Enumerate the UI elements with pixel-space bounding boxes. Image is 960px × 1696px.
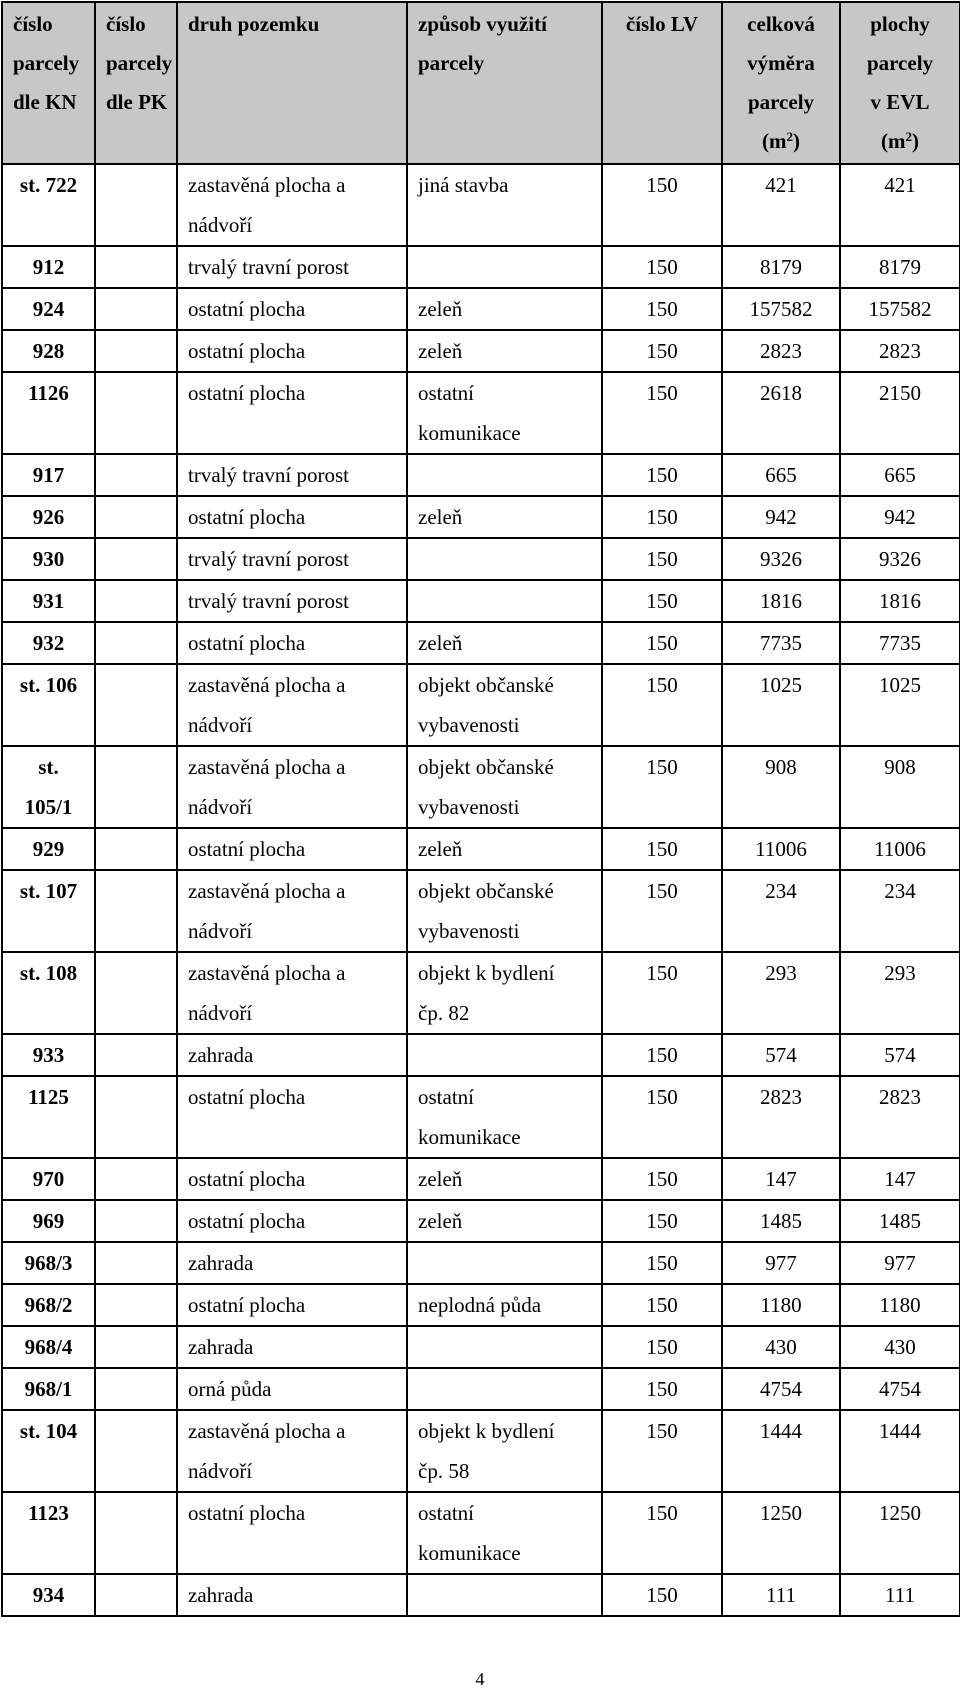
cell-cislo-lv: 150 <box>602 164 722 246</box>
cell-druh-pozemku: trvalý travní porost <box>177 246 407 288</box>
cell-cislo-pk <box>95 1368 177 1410</box>
cell-zpusob-vyuziti: zeleň <box>407 1158 602 1200</box>
cell-druh-pozemku: ostatní plocha <box>177 1492 407 1574</box>
cell-druh-pozemku: trvalý travní porost <box>177 538 407 580</box>
cell-zpusob-vyuziti: objekt k bydlení čp. 82 <box>407 952 602 1034</box>
cell-plochy-evl: 942 <box>840 496 960 538</box>
header-cislo-pk: číslo parcely dle PK <box>95 2 177 164</box>
cell-cislo-pk <box>95 746 177 828</box>
cell-plochy-evl: 157582 <box>840 288 960 330</box>
cell-cislo-lv: 150 <box>602 1284 722 1326</box>
cell-celkova-vymera: 1180 <box>722 1284 840 1326</box>
cell-druh-pozemku: ostatní plocha <box>177 1200 407 1242</box>
cell-druh-pozemku: ostatní plocha <box>177 372 407 454</box>
page-number: 4 <box>475 1669 485 1689</box>
cell-zpusob-vyuziti <box>407 1574 602 1616</box>
cell-cislo-kn: 1123 <box>2 1492 95 1574</box>
cell-celkova-vymera: 1444 <box>722 1410 840 1492</box>
cell-cislo-kn: 968/3 <box>2 1242 95 1284</box>
cell-cislo-lv: 150 <box>602 496 722 538</box>
cell-druh-pozemku: zahrada <box>177 1574 407 1616</box>
cell-zpusob-vyuziti <box>407 246 602 288</box>
cell-cislo-pk <box>95 288 177 330</box>
cell-plochy-evl: 1485 <box>840 1200 960 1242</box>
table-row <box>2 746 960 828</box>
cell-plochy-evl: 234 <box>840 870 960 952</box>
cell-druh-pozemku: ostatní plocha <box>177 828 407 870</box>
table-row <box>2 164 960 246</box>
cell-celkova-vymera: 147 <box>722 1158 840 1200</box>
cell-zpusob-vyuziti: zeleň <box>407 330 602 372</box>
cell-druh-pozemku: ostatní plocha <box>177 496 407 538</box>
table-row <box>2 288 960 330</box>
cell-cislo-lv: 150 <box>602 1326 722 1368</box>
cell-zpusob-vyuziti <box>407 580 602 622</box>
cell-plochy-evl: 293 <box>840 952 960 1034</box>
cell-cislo-kn: 970 <box>2 1158 95 1200</box>
cell-celkova-vymera: 665 <box>722 454 840 496</box>
cell-cislo-lv: 150 <box>602 1574 722 1616</box>
cell-celkova-vymera: 1816 <box>722 580 840 622</box>
cell-cislo-kn: st. 107 <box>2 870 95 952</box>
cell-plochy-evl: 4754 <box>840 1368 960 1410</box>
header-zpusob-vyuziti: způsob využití parcely <box>407 2 602 164</box>
cell-zpusob-vyuziti: ostatní komunikace <box>407 1076 602 1158</box>
cell-celkova-vymera: 111 <box>722 1574 840 1616</box>
cell-zpusob-vyuziti: ostatní komunikace <box>407 1492 602 1574</box>
cell-celkova-vymera: 430 <box>722 1326 840 1368</box>
table-row <box>2 870 960 952</box>
cell-cislo-kn: 926 <box>2 496 95 538</box>
cell-cislo-kn: 1126 <box>2 372 95 454</box>
cell-cislo-kn: st. 108 <box>2 952 95 1034</box>
cell-celkova-vymera: 1025 <box>722 664 840 746</box>
table-row <box>2 496 960 538</box>
cell-plochy-evl: 1180 <box>840 1284 960 1326</box>
cell-plochy-evl: 9326 <box>840 538 960 580</box>
cell-zpusob-vyuziti: ostatní komunikace <box>407 372 602 454</box>
cell-cislo-pk <box>95 1326 177 1368</box>
cell-celkova-vymera: 977 <box>722 1242 840 1284</box>
cell-zpusob-vyuziti: objekt k bydlení čp. 58 <box>407 1410 602 1492</box>
cell-cislo-kn: 932 <box>2 622 95 664</box>
cell-cislo-lv: 150 <box>602 454 722 496</box>
cell-cislo-lv: 150 <box>602 538 722 580</box>
cell-plochy-evl: 908 <box>840 746 960 828</box>
cell-cislo-pk <box>95 496 177 538</box>
table-row <box>2 1034 960 1076</box>
cell-druh-pozemku: zastavěná plocha a nádvoří <box>177 952 407 1034</box>
cell-cislo-kn: 968/2 <box>2 1284 95 1326</box>
cell-cislo-pk <box>95 1574 177 1616</box>
cell-zpusob-vyuziti <box>407 538 602 580</box>
cell-plochy-evl: 1816 <box>840 580 960 622</box>
cell-celkova-vymera: 2823 <box>722 330 840 372</box>
cell-cislo-pk <box>95 330 177 372</box>
cell-zpusob-vyuziti <box>407 454 602 496</box>
cell-cislo-pk <box>95 1410 177 1492</box>
cell-zpusob-vyuziti <box>407 1326 602 1368</box>
cell-cislo-pk <box>95 538 177 580</box>
cell-druh-pozemku: trvalý travní porost <box>177 454 407 496</box>
cell-celkova-vymera: 157582 <box>722 288 840 330</box>
cell-druh-pozemku: zastavěná plocha a nádvoří <box>177 164 407 246</box>
table-row <box>2 1410 960 1492</box>
cell-plochy-evl: 421 <box>840 164 960 246</box>
cell-cislo-kn: st. 722 <box>2 164 95 246</box>
cell-cislo-pk <box>95 622 177 664</box>
cell-cislo-kn: 968/1 <box>2 1368 95 1410</box>
cell-zpusob-vyuziti <box>407 1242 602 1284</box>
cell-druh-pozemku: ostatní plocha <box>177 1076 407 1158</box>
cell-druh-pozemku: zahrada <box>177 1326 407 1368</box>
cell-plochy-evl: 111 <box>840 1574 960 1616</box>
cell-druh-pozemku: zastavěná plocha a nádvoří <box>177 746 407 828</box>
cell-cislo-lv: 150 <box>602 870 722 952</box>
cell-zpusob-vyuziti: objekt občanské vybavenosti <box>407 746 602 828</box>
cell-celkova-vymera: 8179 <box>722 246 840 288</box>
cell-zpusob-vyuziti <box>407 1368 602 1410</box>
cell-cislo-lv: 150 <box>602 246 722 288</box>
table-row <box>2 952 960 1034</box>
cell-druh-pozemku: zastavěná plocha a nádvoří <box>177 664 407 746</box>
header-celkova-vymera: celková výměra parcely $(m^2)$ <box>722 2 840 164</box>
table-row <box>2 1242 960 1284</box>
cell-cislo-pk <box>95 580 177 622</box>
cell-cislo-kn: st. 105/1 <box>2 746 95 828</box>
header-druh-pozemku: druh pozemku <box>177 2 407 164</box>
cell-cislo-kn: 933 <box>2 1034 95 1076</box>
cell-druh-pozemku: zahrada <box>177 1242 407 1284</box>
cell-plochy-evl: 11006 <box>840 828 960 870</box>
cell-zpusob-vyuziti: neplodná půda <box>407 1284 602 1326</box>
cell-cislo-pk <box>95 164 177 246</box>
cell-cislo-lv: 150 <box>602 372 722 454</box>
cell-cislo-pk <box>95 454 177 496</box>
cell-cislo-kn: 928 <box>2 330 95 372</box>
cell-cislo-kn: 929 <box>2 828 95 870</box>
table-row <box>2 580 960 622</box>
cell-cislo-kn: 931 <box>2 580 95 622</box>
cell-plochy-evl: 665 <box>840 454 960 496</box>
cell-plochy-evl: 574 <box>840 1034 960 1076</box>
table-row <box>2 1574 960 1616</box>
table-row <box>2 1076 960 1158</box>
cell-druh-pozemku: ostatní plocha <box>177 1158 407 1200</box>
cell-plochy-evl: 2823 <box>840 330 960 372</box>
cell-druh-pozemku: ostatní plocha <box>177 622 407 664</box>
cell-druh-pozemku: ostatní plocha <box>177 288 407 330</box>
cell-zpusob-vyuziti: jiná stavba <box>407 164 602 246</box>
cell-zpusob-vyuziti: zeleň <box>407 288 602 330</box>
cell-druh-pozemku: trvalý travní porost <box>177 580 407 622</box>
table-row <box>2 1200 960 1242</box>
cell-zpusob-vyuziti: zeleň <box>407 828 602 870</box>
cell-zpusob-vyuziti: zeleň <box>407 622 602 664</box>
table-row <box>2 828 960 870</box>
cell-cislo-pk <box>95 1158 177 1200</box>
table-row <box>2 454 960 496</box>
cell-plochy-evl: 2823 <box>840 1076 960 1158</box>
table-row <box>2 1368 960 1410</box>
cell-cislo-kn: 934 <box>2 1574 95 1616</box>
cell-celkova-vymera: 293 <box>722 952 840 1034</box>
cell-cislo-kn: 924 <box>2 288 95 330</box>
table-row <box>2 664 960 746</box>
cell-cislo-lv: 150 <box>602 1492 722 1574</box>
table-row <box>2 330 960 372</box>
table-row <box>2 246 960 288</box>
cell-druh-pozemku: zastavěná plocha a nádvoří <box>177 870 407 952</box>
cell-cislo-lv: 150 <box>602 1200 722 1242</box>
cell-zpusob-vyuziti: objekt občanské vybavenosti <box>407 870 602 952</box>
cell-cislo-lv: 150 <box>602 1368 722 1410</box>
cell-plochy-evl: 1250 <box>840 1492 960 1574</box>
cell-celkova-vymera: 2618 <box>722 372 840 454</box>
table-row <box>2 622 960 664</box>
cell-celkova-vymera: 908 <box>722 746 840 828</box>
cell-plochy-evl: 1444 <box>840 1410 960 1492</box>
cell-cislo-lv: 150 <box>602 828 722 870</box>
table-row <box>2 372 960 454</box>
table-row <box>2 1326 960 1368</box>
cell-druh-pozemku: orná půda <box>177 1368 407 1410</box>
cell-druh-pozemku: zastavěná plocha a nádvoří <box>177 1410 407 1492</box>
cell-plochy-evl: 7735 <box>840 622 960 664</box>
cell-cislo-kn: 917 <box>2 454 95 496</box>
cell-cislo-lv: 150 <box>602 664 722 746</box>
cell-cislo-pk <box>95 664 177 746</box>
cell-cislo-lv: 150 <box>602 746 722 828</box>
cell-cislo-pk <box>95 1284 177 1326</box>
cell-cislo-pk <box>95 1076 177 1158</box>
cell-cislo-pk <box>95 828 177 870</box>
cell-plochy-evl: 430 <box>840 1326 960 1368</box>
cell-cislo-pk <box>95 1034 177 1076</box>
cell-cislo-pk <box>95 1242 177 1284</box>
cell-celkova-vymera: 7735 <box>722 622 840 664</box>
cell-celkova-vymera: 1250 <box>722 1492 840 1574</box>
header-cislo-kn: číslo parcely dle KN <box>2 2 95 164</box>
cell-celkova-vymera: 9326 <box>722 538 840 580</box>
header-row <box>2 2 960 164</box>
cell-zpusob-vyuziti: objekt občanské vybavenosti <box>407 664 602 746</box>
cell-celkova-vymera: 4754 <box>722 1368 840 1410</box>
cell-cislo-lv: 150 <box>602 1242 722 1284</box>
cell-cislo-pk <box>95 870 177 952</box>
cell-cislo-lv: 150 <box>602 622 722 664</box>
cell-druh-pozemku: ostatní plocha <box>177 1284 407 1326</box>
cell-cislo-kn: 912 <box>2 246 95 288</box>
cell-cislo-lv: 150 <box>602 288 722 330</box>
cell-cislo-kn: 930 <box>2 538 95 580</box>
header-plochy-evl: plochy parcely v EVL $(m^2)$ <box>840 2 960 164</box>
cell-plochy-evl: 147 <box>840 1158 960 1200</box>
header-cislo-lv: číslo LV <box>602 2 722 164</box>
cell-druh-pozemku: zahrada <box>177 1034 407 1076</box>
cell-zpusob-vyuziti <box>407 1034 602 1076</box>
cell-cislo-lv: 150 <box>602 580 722 622</box>
cell-cislo-kn: 969 <box>2 1200 95 1242</box>
cell-cislo-pk <box>95 1492 177 1574</box>
table-row <box>2 1284 960 1326</box>
cell-celkova-vymera: 574 <box>722 1034 840 1076</box>
table-header <box>2 2 960 164</box>
cell-cislo-pk <box>95 372 177 454</box>
table-body <box>2 164 960 1616</box>
cell-cislo-pk <box>95 1200 177 1242</box>
table-row <box>2 538 960 580</box>
cell-cislo-kn: st. 104 <box>2 1410 95 1492</box>
cell-plochy-evl: 1025 <box>840 664 960 746</box>
table-row <box>2 1158 960 1200</box>
cell-cislo-kn: 968/4 <box>2 1326 95 1368</box>
cell-celkova-vymera: 11006 <box>722 828 840 870</box>
cell-cislo-lv: 150 <box>602 1076 722 1158</box>
cell-zpusob-vyuziti: zeleň <box>407 1200 602 1242</box>
cell-celkova-vymera: 421 <box>722 164 840 246</box>
cell-zpusob-vyuziti: zeleň <box>407 496 602 538</box>
parcels-table <box>1 1 960 1617</box>
cell-cislo-lv: 150 <box>602 1034 722 1076</box>
cell-cislo-lv: 150 <box>602 1158 722 1200</box>
cell-celkova-vymera: 2823 <box>722 1076 840 1158</box>
cell-cislo-pk <box>95 246 177 288</box>
cell-plochy-evl: 8179 <box>840 246 960 288</box>
cell-plochy-evl: 2150 <box>840 372 960 454</box>
cell-druh-pozemku: ostatní plocha <box>177 330 407 372</box>
cell-cislo-pk <box>95 952 177 1034</box>
table-row <box>2 1492 960 1574</box>
cell-cislo-lv: 150 <box>602 952 722 1034</box>
cell-cislo-kn: st. 106 <box>2 664 95 746</box>
cell-cislo-kn: 1125 <box>2 1076 95 1158</box>
cell-cislo-lv: 150 <box>602 1410 722 1492</box>
cell-celkova-vymera: 234 <box>722 870 840 952</box>
cell-cislo-lv: 150 <box>602 330 722 372</box>
cell-celkova-vymera: 1485 <box>722 1200 840 1242</box>
cell-celkova-vymera: 942 <box>722 496 840 538</box>
cell-plochy-evl: 977 <box>840 1242 960 1284</box>
